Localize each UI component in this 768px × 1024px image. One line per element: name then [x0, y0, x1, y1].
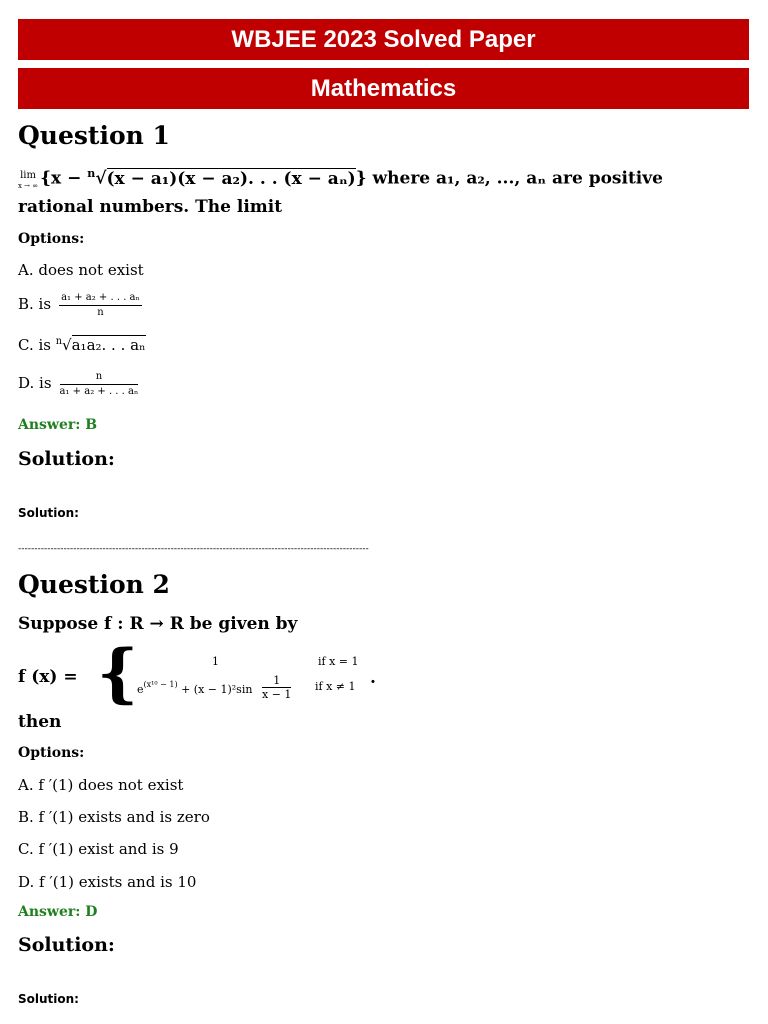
question-2-stem: Suppose f : R → R be given by: [18, 614, 298, 634]
case1-condition: if x = 1: [318, 655, 359, 668]
subject-banner: Mathematics: [18, 68, 749, 109]
question-divider: ------------------------------------------------------------------------------------------------------------: [18, 544, 369, 554]
case2-condition: if x ≠ 1: [315, 680, 356, 693]
option-c-root-index: n: [55, 336, 63, 347]
stem-open: {x −: [40, 168, 88, 189]
option-b-prefix: B. is: [18, 295, 52, 313]
option-b-fraction: $\frac{\text{a₁ + a₂ + . . . aₙ}}{n}$: [61, 292, 140, 318]
q2-solution-body: Solution:: [18, 992, 79, 1006]
paper-title-banner: WBJEE 2023 Solved Paper: [18, 19, 749, 60]
radicand: (x − a₁)(x − a₂). . . (x − aₙ): [106, 168, 356, 189]
option-c-prefix: C. is: [18, 336, 51, 354]
q1-option-c: [18, 336, 146, 354]
equation-period: .: [370, 668, 376, 688]
q2-option-d: D. f ′(1) exists and is 10: [18, 873, 197, 891]
q1-answer: Answer: B: [18, 417, 98, 433]
case1-value: 1: [212, 655, 219, 668]
q2-options-label: Options:: [18, 745, 85, 761]
q2-option-b: B. f ′(1) exists and is zero: [18, 808, 210, 826]
q1-option-b: [18, 292, 142, 318]
q1-option-a: A. does not exist: [18, 261, 144, 279]
option-d-fraction: $\frac{n}{\text{a₁ + a₂ + . . . aₙ}}$: [59, 371, 139, 397]
q1-option-d: [18, 371, 138, 397]
question-1-title: Question 1: [18, 121, 170, 150]
q2-option-c: C. f ′(1) exist and is 9: [18, 840, 179, 858]
piecewise-brace: {: [97, 636, 139, 711]
root-index: n: [87, 167, 96, 180]
case2-expression: $e^{(x^{10} - 1)} + (x - 1)^2\sin$: [137, 680, 253, 696]
question-1-stem-line1: [18, 167, 663, 191]
q2-answer: Answer: D: [18, 904, 98, 920]
q2-solution-heading: Solution:: [18, 934, 115, 956]
q1-solution-body: Solution:: [18, 506, 79, 520]
case2-fraction: 1 x − 1: [262, 674, 292, 701]
question-1-stem-line2: rational numbers. The limit: [18, 197, 283, 217]
fx-label: f (x) =: [18, 667, 78, 687]
q1-solution-heading: Solution:: [18, 448, 115, 470]
stem-close: } where a₁, a₂, ..., aₙ are positive: [355, 168, 663, 189]
q1-options-label: Options:: [18, 231, 85, 247]
radical-sign: √: [95, 168, 107, 189]
option-c-radical: √: [62, 336, 72, 354]
limit-operator: lim x → ∞: [18, 169, 39, 190]
option-d-prefix: D. is: [18, 374, 52, 392]
q2-option-a: A. f ′(1) does not exist: [18, 776, 184, 794]
q2-then: then: [18, 712, 62, 732]
option-c-radicand: a₁a₂. . . aₙ: [71, 336, 146, 354]
question-2-title: Question 2: [18, 570, 170, 599]
